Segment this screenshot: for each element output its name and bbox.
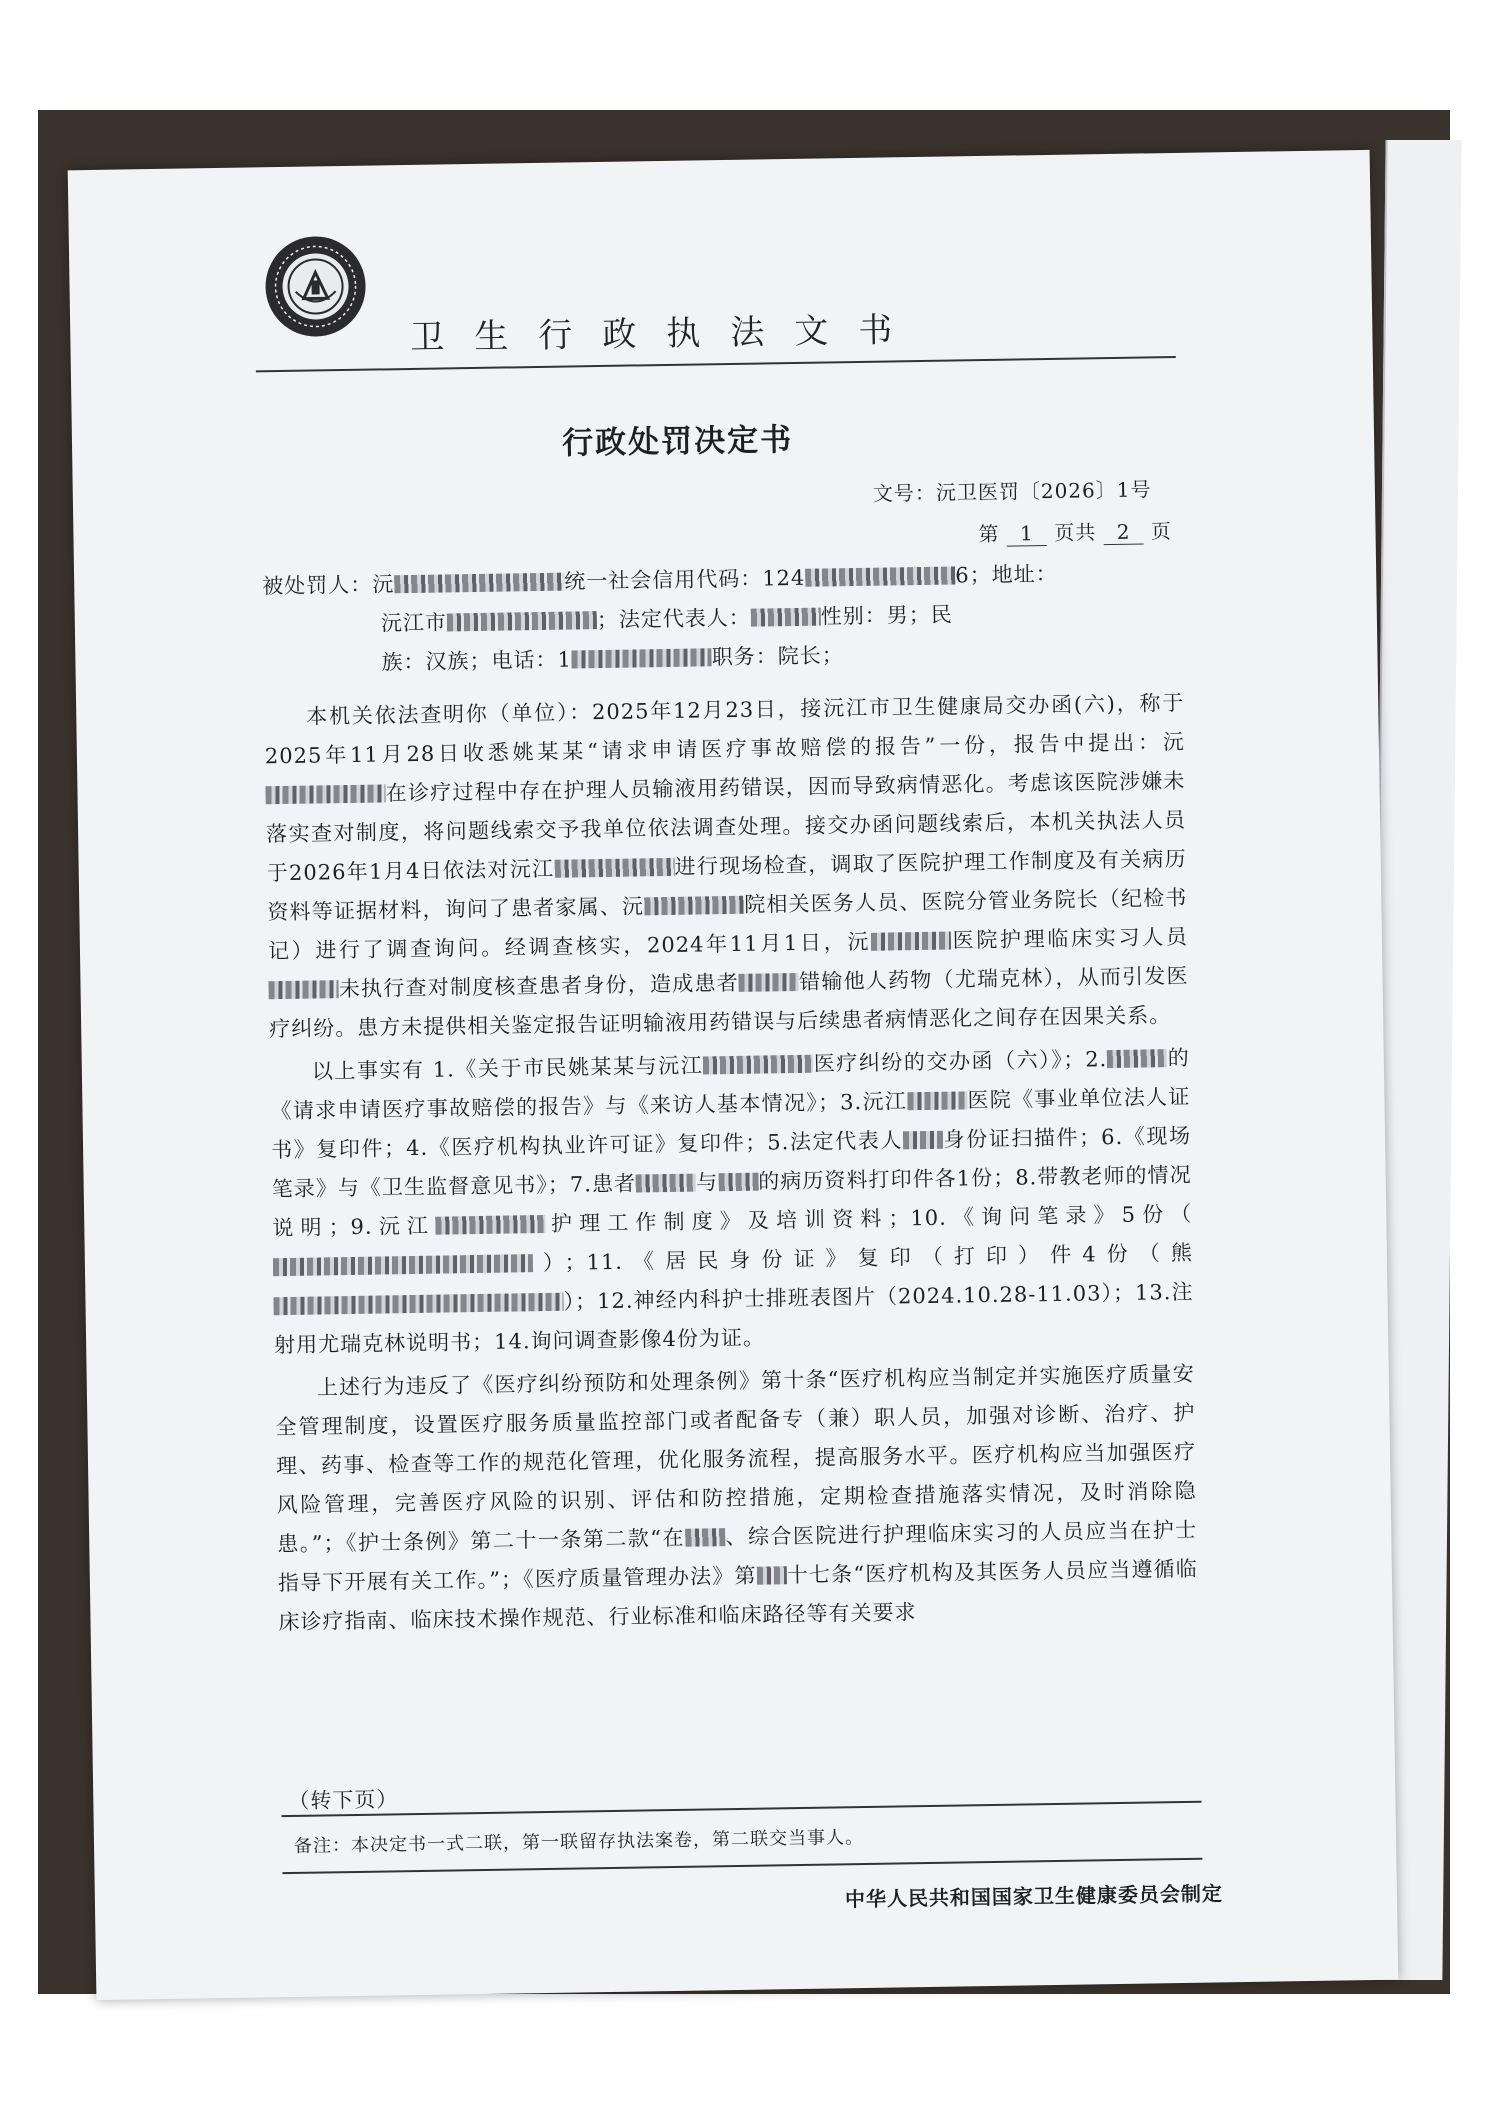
redaction-block: [739, 973, 799, 992]
paragraph-text: 上述行为违反了《医疗纠纷预防和处理条例》第十条“医疗机构应当制定并实施医疗质量安全管理制度，设置医疗服务质量监控部门或者配备专（兼）职人员，加强对诊断、治疗、护理、药事、检查等工作的规范化管理，优化服务流程，提高服务水平。医疗机构应当加强医疗风险管理，完善医疗风险的识别、评估和防控措施，定期检查措施落实情况，及时消除隐患。”；《护士条例》第二十一条第二款“在: [275, 1361, 1197, 1557]
issuing-authority: 中华人民共和国国家卫生健康委员会制定: [844, 1881, 1224, 1912]
page-mid: 页共: [1054, 520, 1097, 545]
paragraph-text: 护理工作制度》及培训资料；10.《询问笔录》5份（: [544, 1201, 1193, 1236]
paragraph-text: 十七条“医疗机构及其医务人员应当遵循临床诊疗指南、临床技术操作规范、行业标准和临床路径等有关要求: [278, 1556, 1199, 1635]
paragraph-text: 医院《事业单位法人证书》复印件；4.《医疗机构执业许可证》复印件；5.法定代表人: [270, 1084, 1191, 1163]
redaction-block: [644, 896, 744, 916]
party-text: 统一社会信用代码：124: [564, 565, 806, 594]
paragraph-text: 院相关医务人员、医院分管业务院长（纪检书记）进行了调查询问。经调查核实，2024年11月1日，沅: [267, 885, 1188, 964]
redaction-block: [435, 1215, 545, 1235]
redaction-block: [805, 566, 955, 586]
footer-divider-bottom: [282, 1858, 1202, 1874]
party-text: 职务：院长；: [711, 643, 844, 670]
page-current: 1: [1007, 521, 1047, 547]
paragraph-text: 身份证扫描件；6.《现场笔录》与《卫生监督意见书》；7.患者: [271, 1123, 1192, 1202]
redaction-block: [273, 1254, 533, 1276]
paragraph-text: ）；12.神经内科护士排班表图片（2024.10.28-11.03）；13.注射用尤瑞克林说明书；14.询问调查影像4份为证。: [273, 1279, 1194, 1358]
redaction-block: [394, 573, 564, 594]
paragraph-evidence: [270, 1039, 1195, 1365]
redaction-block: [907, 1091, 967, 1110]
party-text: 6；地址：: [955, 561, 1058, 588]
paragraph-text: 以上事实有 1.《关于市民姚某某与沅江: [311, 1053, 704, 1084]
paragraph-violation: [275, 1355, 1199, 1642]
document-sheet: [68, 150, 1399, 2000]
paragraph-text: 、综合医院进行护理临床实习的人员应当在护士指导下开展有关工作。”；《医疗质量管理办法》第: [277, 1517, 1198, 1596]
redaction-block: [554, 858, 674, 878]
redaction-block: [1107, 1049, 1167, 1068]
health-emblem-icon: [265, 236, 367, 338]
redaction-block: [757, 1566, 787, 1584]
paragraph-text: 本机关依法查明你（单位）：2025年12月23日，接沅江市卫生健康局交办函(六)，称于2025年11月28日收悉姚某某“请求申请医疗事故赔偿的报告”一份，报告中提出：沅: [264, 690, 1186, 769]
party-text: 族：汉族；电话：1: [381, 647, 573, 675]
footer-divider-top: [282, 1801, 1202, 1817]
header-divider: [256, 356, 1176, 372]
paragraph-text: 进行现场检查，调取了医院护理工作制度及有关病历资料等证据材料，询问了患者家属、沅: [267, 846, 1187, 925]
paragraph-text: ）；11.《居民身份证》复印（打印）件4份（熊: [532, 1240, 1194, 1276]
document-number: 文号：沅卫医罚〔2026〕1号: [872, 477, 1152, 506]
redaction-block: [871, 932, 951, 951]
redaction-block: [703, 1055, 813, 1075]
redaction-block: [636, 1174, 696, 1193]
party-text: 被处罚人：沅: [262, 572, 395, 599]
redaction-block: [273, 1293, 563, 1316]
redaction-block: [685, 1528, 725, 1547]
paragraph-text: 的病历资料打印件各1份；8.带教老师的情况说明；9.沅江: [272, 1162, 1192, 1241]
redaction-block: [718, 1173, 758, 1192]
document-body: [262, 553, 1199, 1642]
redaction-block: [447, 611, 597, 631]
party-text: 沅江市: [380, 610, 448, 636]
redaction-block: [268, 980, 338, 999]
paragraph-text: 的《请求申请医疗事故赔偿的报告》与《来访人基本情况》；3.沅江: [270, 1045, 1190, 1124]
paragraph-findings: [264, 684, 1189, 1049]
paragraph-text: 医疗纠纷的交办函（六）》；2.: [813, 1047, 1108, 1076]
redaction-block: [903, 1131, 943, 1150]
paragraph-text: 错输他人药物（尤瑞克林），从而引发医疗纠纷。患方未提供相关鉴定报告证明输液用药错误与后续患者病情恶化之间存在因果关系。: [269, 963, 1189, 1042]
document-title: 行政处罚决定书: [561, 421, 794, 462]
party-text: 性别：男；民: [820, 602, 953, 629]
redaction-block: [265, 784, 385, 804]
paragraph-text: 与: [695, 1170, 719, 1195]
header-title: 卫生行政执法文书: [410, 309, 923, 358]
page-total: 2: [1103, 519, 1143, 545]
paragraph-text: 在诊疗过程中存在护理人员输液用药错误，因而导致病情恶化。考虑该医院涉嫌未落实查对制度，将问题线索交予我单位依法调查处理。接交办函问题线索后，本机关执法人员于2026年1月4日依法对沅江: [265, 768, 1187, 886]
paragraph-text: 医院护理临床实习人员: [950, 924, 1189, 953]
remark-note: 备注：本决定书一式二联，第一联留存执法案卷，第二联交当事人。: [293, 1827, 865, 1857]
page-suffix: 页: [1150, 519, 1173, 544]
redaction-block: [751, 608, 821, 627]
party-text: ；法定代表人：: [596, 605, 752, 633]
paragraph-text: 未执行查对制度核查患者身份，造成患者: [338, 970, 740, 1002]
next-page-note: （转下页）: [288, 1787, 399, 1814]
redaction-block: [572, 648, 712, 668]
page-prefix: 第: [978, 521, 1000, 547]
page-indicator: [978, 515, 1172, 547]
